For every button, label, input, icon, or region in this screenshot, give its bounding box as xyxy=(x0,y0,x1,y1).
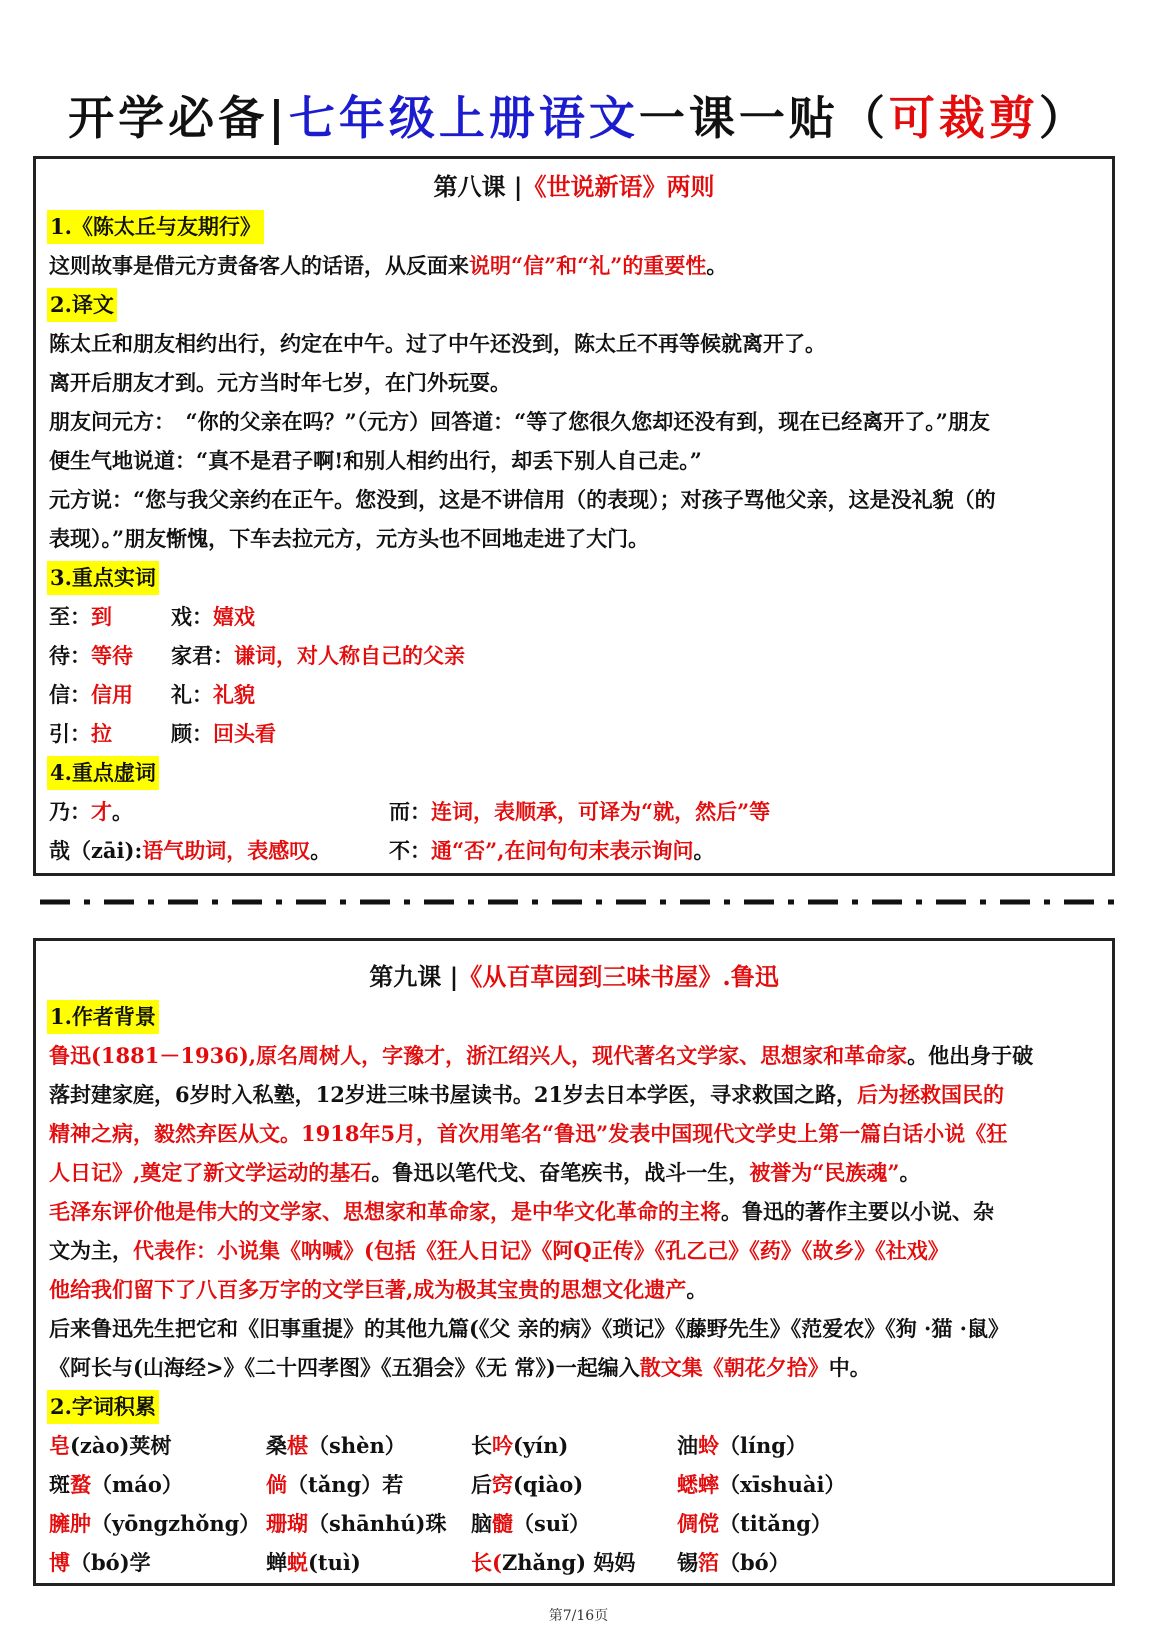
text: 哉（zāi): xyxy=(49,838,143,863)
text: （tǎng）若 xyxy=(287,1472,404,1497)
paragraph-line xyxy=(36,1270,1112,1309)
vocab-item xyxy=(49,1543,266,1582)
highlight-text: 连词，表顺承，可译为“就，然后”等 xyxy=(431,799,771,824)
highlighted-label xyxy=(47,1390,159,1424)
vocab-row xyxy=(36,636,1112,675)
vocab-item xyxy=(49,792,389,831)
highlight-text: 鲁迅(1881－1936),原名周树人，字豫才，浙江绍兴人，现代著名文学家、思想家和革命家 xyxy=(49,1043,908,1068)
vocab-item xyxy=(49,675,171,714)
text: 。 xyxy=(899,1160,921,1185)
highlight-text: 到 xyxy=(91,604,112,629)
text: 后来鲁迅先生把它和《旧事重提》的其他九篇(《父 亲的病》《琐记》《藤野先生》《范爱农》《狗 ·猫 ·鼠》 xyxy=(49,1316,1009,1341)
paragraph-line xyxy=(36,1036,1112,1075)
vocab-item xyxy=(49,597,171,636)
highlight-text: 蝥 xyxy=(70,1472,91,1497)
highlight-text: 他给我们留下了八百多万字的文学巨著,成为极其宝贵的思想文化遗产 xyxy=(49,1277,687,1302)
title-cuttable: 可裁剪 xyxy=(888,91,1039,145)
paragraph-line xyxy=(36,1192,1112,1231)
highlight-text: 《世说新语》两则 xyxy=(522,172,715,201)
text: (zào)荚树 xyxy=(70,1433,172,1458)
vocab-item xyxy=(266,1504,471,1543)
vocab-item xyxy=(49,1504,266,1543)
vocab-item xyxy=(171,714,771,753)
text: 。 xyxy=(310,838,332,863)
text: （xīshuài） xyxy=(719,1472,846,1497)
lesson-9-card xyxy=(33,938,1115,1586)
highlight-text: 后为拯救国民的 xyxy=(857,1082,1005,1107)
highlight-text: 箔 xyxy=(698,1550,719,1575)
text: (qiào) xyxy=(513,1472,584,1497)
text: 。 xyxy=(693,838,715,863)
vocab-item xyxy=(49,1465,266,1504)
text: 。 xyxy=(686,1277,708,1302)
cut-line-divider xyxy=(40,898,1115,906)
text: 表现）。”朋友惭愧，下车去拉元方，元方头也不回地走进了大门。 xyxy=(49,526,650,551)
highlight-text: 蜕 xyxy=(287,1550,308,1575)
text: 《阿长与(山海经>》《二十四孝图》《五猖会》《无 常》)一起编入 xyxy=(49,1355,640,1380)
highlight-text: 谦词，对人称自己的父亲 xyxy=(234,643,465,668)
paragraph-line xyxy=(36,324,1112,363)
vocab-item xyxy=(389,792,1029,831)
vocab-item xyxy=(266,1543,471,1582)
text: 文为主， xyxy=(49,1238,133,1263)
section-heading xyxy=(36,558,1112,597)
vocab-row xyxy=(36,1426,1112,1465)
vocab-item xyxy=(49,714,171,753)
text: 戏： xyxy=(171,604,213,629)
text: 第九课 | xyxy=(369,962,459,991)
text: 中。 xyxy=(828,1355,871,1380)
highlight-text: 窍 xyxy=(492,1472,513,1497)
paragraph-line xyxy=(36,1114,1112,1153)
text: 元方说：“您与我父亲约在正午。您没到，这是不讲信用（的表现）；对孩子骂他父亲，这是没礼貌（的 xyxy=(49,487,996,512)
text: 引： xyxy=(49,721,91,746)
vocab-item xyxy=(471,1543,677,1582)
text: 。他出身于破 xyxy=(907,1043,1034,1068)
text: 不： xyxy=(389,838,431,863)
highlight-text: 蟋蟀 xyxy=(677,1472,719,1497)
text: 而： xyxy=(389,799,431,824)
text: （suǐ） xyxy=(513,1511,591,1536)
page-title xyxy=(0,82,1157,148)
text: 脑 xyxy=(471,1511,492,1536)
paragraph-line xyxy=(36,1309,1112,1348)
vocab-row xyxy=(36,1504,1112,1543)
text: 陈太丘和朋友相约出行，约定在中午。过了中午还没到，陈太丘不再等候就离开了。 xyxy=(49,331,826,356)
page-number: 第7/16页 xyxy=(548,1608,609,1624)
vocab-row xyxy=(36,1543,1112,1582)
text: 信： xyxy=(49,682,91,707)
highlight-text: 通“否”,在问句句末表示询问 xyxy=(431,838,694,863)
paragraph-line xyxy=(36,519,1112,558)
section-heading xyxy=(36,997,1112,1036)
text: Zhǎng) 妈妈 xyxy=(501,1550,636,1575)
paragraph-line xyxy=(36,441,1112,480)
text: 1.《陈太丘与友期行》 xyxy=(50,214,261,239)
title-prefix: 开学必备| xyxy=(68,91,289,145)
vocab-item xyxy=(266,1426,471,1465)
text: 至： xyxy=(49,604,91,629)
vocab-item xyxy=(471,1426,677,1465)
vocab-item xyxy=(471,1465,677,1504)
lesson-8-card xyxy=(33,156,1115,876)
highlight-text: 代表作：小说集《呐喊》(包括《狂人日记》《阿Q正传》《孔乙己》《药》《故乡》《社戏》 xyxy=(133,1238,949,1263)
text: （máo） xyxy=(91,1472,183,1497)
vocab-row xyxy=(36,714,1112,753)
highlight-text: 倘 xyxy=(266,1472,287,1497)
text: 便生气地说道：“真不是君子啊!和别人相约出行，却丢下别人自己走。” xyxy=(49,448,702,473)
text: 离开后朋友才到。元方当时年七岁，在门外玩耍。 xyxy=(49,370,511,395)
paragraph-line xyxy=(36,1348,1112,1387)
highlight-text: 嬉戏 xyxy=(213,604,255,629)
text: （shānhú)珠 xyxy=(308,1511,447,1536)
highlighted-label xyxy=(47,1000,159,1034)
text: 礼： xyxy=(171,682,213,707)
text: （shèn） xyxy=(308,1433,406,1458)
vocab-item xyxy=(677,1543,977,1582)
text: 这则故事是借元方责备客人的话语，从反面来 xyxy=(49,253,469,278)
vocab-item xyxy=(171,597,771,636)
vocab-item xyxy=(471,1504,677,1543)
text: 。 xyxy=(112,799,133,824)
text: 朋友问元方： “你的父亲在吗？”（元方）回答道：“等了您很久您却还没有到，现在已经离开了。”朋友 xyxy=(49,409,990,434)
highlight-text: 散文集《朝花夕拾》 xyxy=(639,1355,829,1380)
highlight-text: 髓 xyxy=(492,1511,513,1536)
vocab-row xyxy=(36,597,1112,636)
text: 2.译文 xyxy=(50,292,114,317)
text: 斑 xyxy=(49,1472,70,1497)
title-paren-close: ） xyxy=(1038,91,1089,145)
highlight-text: 长( xyxy=(471,1550,502,1575)
text: 。鲁迅以笔代戈、奋笔疾书，战斗一生， xyxy=(371,1160,750,1185)
highlight-text: 语气助词，表感叹 xyxy=(142,838,311,863)
highlight-text: 信用 xyxy=(91,682,133,707)
text: 落封建家庭，6岁时入私塾，12岁进三味书屋读书。21岁去日本学医，寻求救国之路， xyxy=(49,1082,858,1107)
highlight-text: 回头看 xyxy=(213,721,276,746)
highlight-text: 才 xyxy=(91,799,112,824)
vocab-item xyxy=(171,675,771,714)
paragraph-line xyxy=(36,363,1112,402)
highlight-text: 礼貌 xyxy=(213,682,255,707)
text: 。 xyxy=(706,253,728,278)
vocab-item xyxy=(677,1426,977,1465)
title-grade: 七年级上册语文 xyxy=(288,91,639,145)
section-heading xyxy=(36,753,1112,792)
highlight-text: 吟 xyxy=(492,1433,513,1458)
vocab-item xyxy=(266,1465,471,1504)
text: 后 xyxy=(471,1472,492,1497)
text: （titǎng） xyxy=(719,1511,832,1536)
section-heading xyxy=(36,207,1112,246)
text: 家君： xyxy=(171,643,234,668)
paragraph-line xyxy=(36,246,1112,285)
highlight-text: 精神之病，毅然弃医从文。1918年5月，首次用笔名“鲁迅”发表中国现代文学史上第一篇白话小说《狂 xyxy=(49,1121,1008,1146)
text: （yōngzhǒng） xyxy=(91,1511,261,1536)
vocab-item xyxy=(171,636,771,675)
highlighted-label xyxy=(47,561,159,595)
paragraph-line xyxy=(36,480,1112,519)
highlight-text: 《从百草园到三味书屋》.鲁迅 xyxy=(458,962,779,991)
text: 3.重点实词 xyxy=(50,565,156,590)
paragraph-line xyxy=(36,1153,1112,1192)
text: 锡 xyxy=(677,1550,698,1575)
title-mid: 一课一贴 xyxy=(638,91,839,145)
text: (tuì) xyxy=(308,1550,361,1575)
text: 蝉 xyxy=(266,1550,287,1575)
highlight-text: 皂 xyxy=(49,1433,70,1458)
text: 2.字词积累 xyxy=(50,1394,156,1419)
text: 第八课 | xyxy=(433,172,523,201)
highlight-text: 珊瑚 xyxy=(266,1511,308,1536)
vocab-item xyxy=(677,1465,977,1504)
text: （bó） xyxy=(719,1550,790,1575)
highlight-text: 博 xyxy=(49,1550,70,1575)
highlight-text: 人日记》,奠定了新文学运动的基石 xyxy=(49,1160,372,1185)
text: (yín) xyxy=(513,1433,569,1458)
paragraph-line xyxy=(36,402,1112,441)
vocab-row xyxy=(36,675,1112,714)
highlight-text: 毛泽东评价他是伟大的文学家、思想家和革命家，是中华文化革命的主将 xyxy=(49,1199,721,1224)
text: 油 xyxy=(677,1433,698,1458)
highlight-text: 被誉为“民族魂” xyxy=(749,1160,900,1185)
highlight-text: 拉 xyxy=(91,721,112,746)
highlighted-label xyxy=(47,210,264,244)
vocab-item xyxy=(49,1426,266,1465)
section-heading xyxy=(36,1387,1112,1426)
highlighted-label xyxy=(47,288,117,322)
highlight-text: 椹 xyxy=(287,1433,308,1458)
title-paren-open: （ xyxy=(838,91,889,145)
lesson-heading xyxy=(36,167,1112,207)
text: （bó)学 xyxy=(70,1550,151,1575)
vocab-row xyxy=(36,792,1112,831)
section-heading xyxy=(36,285,1112,324)
paragraph-line xyxy=(36,1075,1112,1114)
text: 长 xyxy=(471,1433,492,1458)
vocab-row xyxy=(36,1465,1112,1504)
lesson-heading xyxy=(36,957,1112,997)
text: 桑 xyxy=(266,1433,287,1458)
text: 乃： xyxy=(49,799,91,824)
text: （líng） xyxy=(719,1433,807,1458)
vocab-item xyxy=(389,831,1029,870)
vocab-item xyxy=(49,831,389,870)
highlighted-label: 4.重点虚词 xyxy=(47,756,159,790)
text: 。鲁迅的著作主要以小说、杂 xyxy=(721,1199,994,1224)
vocab-item xyxy=(677,1504,977,1543)
highlight-text: 等待 xyxy=(91,643,133,668)
highlight-text: 臃肿 xyxy=(49,1511,91,1536)
text: 顾： xyxy=(171,721,213,746)
vocab-item xyxy=(49,636,171,675)
text: 1.作者背景 xyxy=(50,1004,156,1029)
highlight-text: 倜傥 xyxy=(677,1511,719,1536)
highlight-text: 蛉 xyxy=(698,1433,719,1458)
paragraph-line xyxy=(36,1231,1112,1270)
text: 待： xyxy=(49,643,91,668)
vocab-row xyxy=(36,831,1112,870)
highlight-text: 说明“信”和“礼”的重要性 xyxy=(469,253,707,278)
